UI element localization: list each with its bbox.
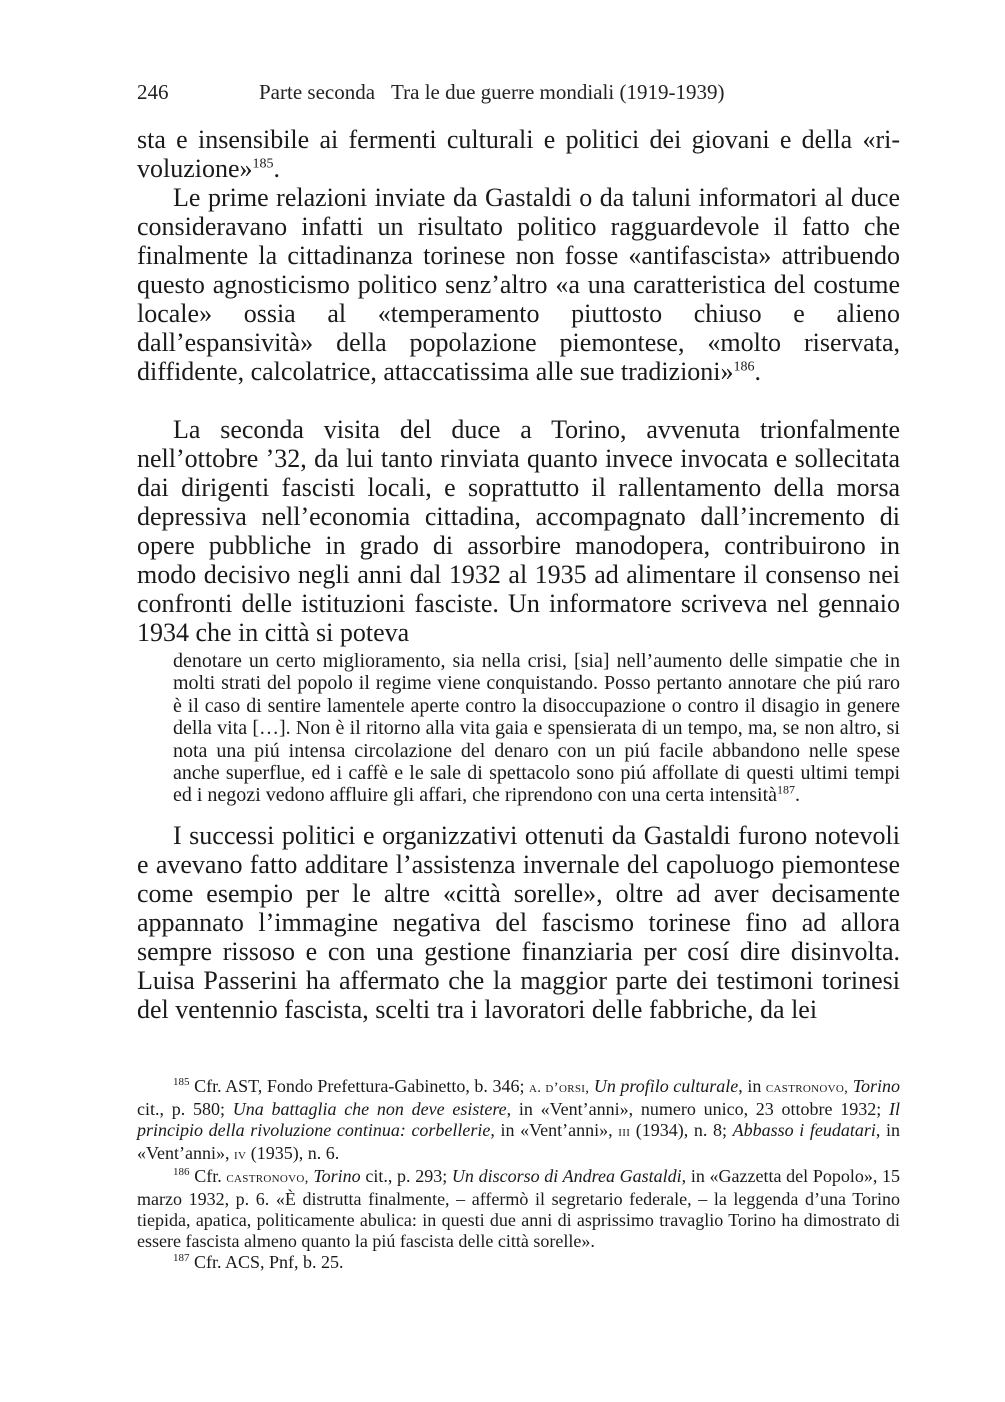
paragraph-4 (137, 821, 900, 1024)
footnote-text: , in (738, 1076, 762, 1096)
block-quote-text: denotare un certo miglioramento, sia nella crisi, [sia] nell’aumento delle simpatie che in molti strati del popolo il regime viene conquistando. Posso pertanto annotare che piú raro è il caso di sentire lamentele aperte contro la disoccupazione o contro il disagio in genere della vita […]. Non è il ritorno alla vita gaia e spensierata di un tempo, ma, se non altro, si nota una piú intensa circolazione del denaro con un piú facile abbandono nelle spese anche superflue, ed i caffè e le sale di spettacolo sono piú affollate di questi ultimi tempi ed i negozi vedono affluire gli affari, che riprendono con una certa intensità (173, 650, 900, 807)
footnote-185 (137, 1076, 900, 1166)
work-title: Abbasso i feudatari (732, 1120, 876, 1140)
note-ref-187[interactable]: 187 (777, 782, 796, 797)
footnotes (137, 1076, 900, 1273)
author-name: castronovo, (765, 1080, 849, 1096)
note-ref-186[interactable]: 186 (733, 359, 755, 375)
footnote-text: Cfr. ACS, Pnf, b. 25. (194, 1252, 344, 1272)
paragraph-2-text: Le prime relazioni inviate da Gastaldi o da taluni informatori al duce consideravano infatti un risultato politico ragguardevole il fatto che finalmente la cittadinanza torinese non fosse «antifascista» attribuendo questo agnosticismo politico senz’altro «a una caratteristica del costume locale» ossia al «temperamento piuttosto chiuso e alieno dall’espansività» della popolazione piemontese, «molto riservata, diffidente, calcolatrice, attaccatissima alle sue tradizioni» (137, 183, 900, 386)
paragraph-1-text: sta e insensibile ai fermenti culturali e politici dei giovani e della «ri-voluzione» (137, 125, 900, 183)
work-title: Il principio della rivoluzione continua: corbellerie (137, 1099, 901, 1140)
footnote-text: , in «Gazzetta del Popolo», 15 marzo 1932, p. 6. «È distrutta finalmente, – affermò il segretario federale, – la leggenda d’una Torino tiepida, apatica, politicamente abulica: in questi due anni di asprissimo travaglio Torino ha dimostrato di essere fascista almeno quanto la piú fascista delle città sorelle». (137, 1166, 901, 1251)
work-title: Un profilo culturale (593, 1076, 739, 1096)
footnote-text: Cfr. AST, Fondo Prefettura-Gabinetto, b. 346; (194, 1076, 525, 1096)
footnote-text: , in «Vent’anni», (137, 1120, 901, 1163)
paragraph-3 (137, 415, 900, 647)
footnote-187 (137, 1252, 900, 1273)
volume-number: iv (233, 1147, 247, 1163)
header-title: Tra le due guerre mondiali (1919-1939) (391, 80, 725, 104)
footnote-number: 186 (173, 1166, 190, 1178)
running-header (137, 80, 900, 105)
footnote-text: cit., p. 293; (365, 1166, 448, 1186)
footnote-text: , in «Vent’anni», (490, 1120, 613, 1140)
footnote-text: , in «Vent’anni», numero unico, 23 ottobre 1932; (506, 1099, 882, 1119)
page-number: 246 (137, 80, 169, 104)
note-ref-185[interactable]: 185 (252, 156, 274, 172)
work-title: Torino (852, 1076, 901, 1096)
footnote-number: 187 (173, 1252, 190, 1264)
paragraph-2: Le prime relazioni inviate da Gastaldi o da taluni informatori al duce consideravano infatti un risultato politico ragguardevole il fatto che finalmente la cittadinanza torinese non fosse «antifascista» attribuendo questo agnosticismo politico senz’altro «a una caratteristica del costume locale» ossia al «temperamento piuttosto chiuso e alieno dall’espansività» della popolazione piemontese, «molto riservata, diffidente, calcolatrice, attaccatissima alle sue tradizioni»$^{186}$. (137, 183, 900, 386)
work-title: Una battaglia che non deve esistere (232, 1099, 507, 1119)
paragraph-3-text: La seconda visita del duce a Torino, avvenuta trionfalmente nell’ottobre ’32, da lui tanto rinviata quanto invece invocata e sollecitata dai dirigenti fascisti locali, e soprattutto il rallentamento della morsa depressiva nell’economia cittadina, accompagnato dall’incremento di opere pubbliche in grado di assorbire manodopera, contribuirono in modo decisivo negli anni dal 1932 al 1935 ad alimentare il consenso nei confronti delle istituzioni fasciste. Un informatore scriveva nel gennaio 1934 che in città si poteva (137, 415, 900, 647)
footnote-186 (137, 1166, 900, 1252)
author-name: castronovo, (226, 1170, 309, 1186)
footnote-number: 185 (173, 1076, 190, 1088)
footnote-text: (1935), n. 6. (250, 1143, 340, 1163)
work-title: Un discorso di Andrea Gastaldi (451, 1166, 682, 1186)
paragraph-1: sta e insensibile ai fermenti culturali e politici dei giovani e della «ri-voluzione»$^{185}$. (137, 125, 900, 183)
header-part: Parte seconda (259, 80, 376, 104)
volume-number: iii (618, 1124, 631, 1140)
paragraph-4-text: I successi politici e organizzativi ottenuti da Gastaldi furono notevoli e avevano fatto additare l’assistenza invernale del capoluogo piemontese come esempio per le altre «città sorelle», oltre ad aver decisamente appannato l’immagine negativa del fascismo torinese fino ad allora sempre rissoso e con una gestione finanziaria per cosí dire disinvolta. Luisa Passerini ha affermato che la maggior parte dei testimoni torinesi del ventennio fascista, scelti tra i lavoratori delle fabbriche, da lei (137, 820, 900, 1024)
block-quote: denotare un certo miglioramento, sia nella crisi, [sia] nell’aumento delle simpatie che in molti strati del popolo il regime viene conquistando. Posso pertanto annotare che piú raro è il caso di sentire lamentele aperte contro la disoccupazione o contro il disagio in genere della vita […]. Non è il ritorno alla vita gaia e spensierata di un tempo, ma, se non altro, si nota una piú intensa circolazione del denaro con un piú facile abbandono nelle spese anche superflue, ed i caffè e le sale di spettacolo sono piú affollate di questi ultimi tempi ed i negozi vedono affluire gli affari, che riprendono con una certa intensità$^{187}$. (173, 650, 900, 807)
footnote-text: cit., p. 580; (137, 1099, 225, 1119)
main-text (137, 125, 900, 1024)
author-name: a. d’orsi, (529, 1080, 590, 1096)
footnote-text: Cfr. (194, 1166, 222, 1186)
work-title: Torino (313, 1166, 361, 1186)
footnote-text: (1934), n. 8; (635, 1120, 728, 1140)
